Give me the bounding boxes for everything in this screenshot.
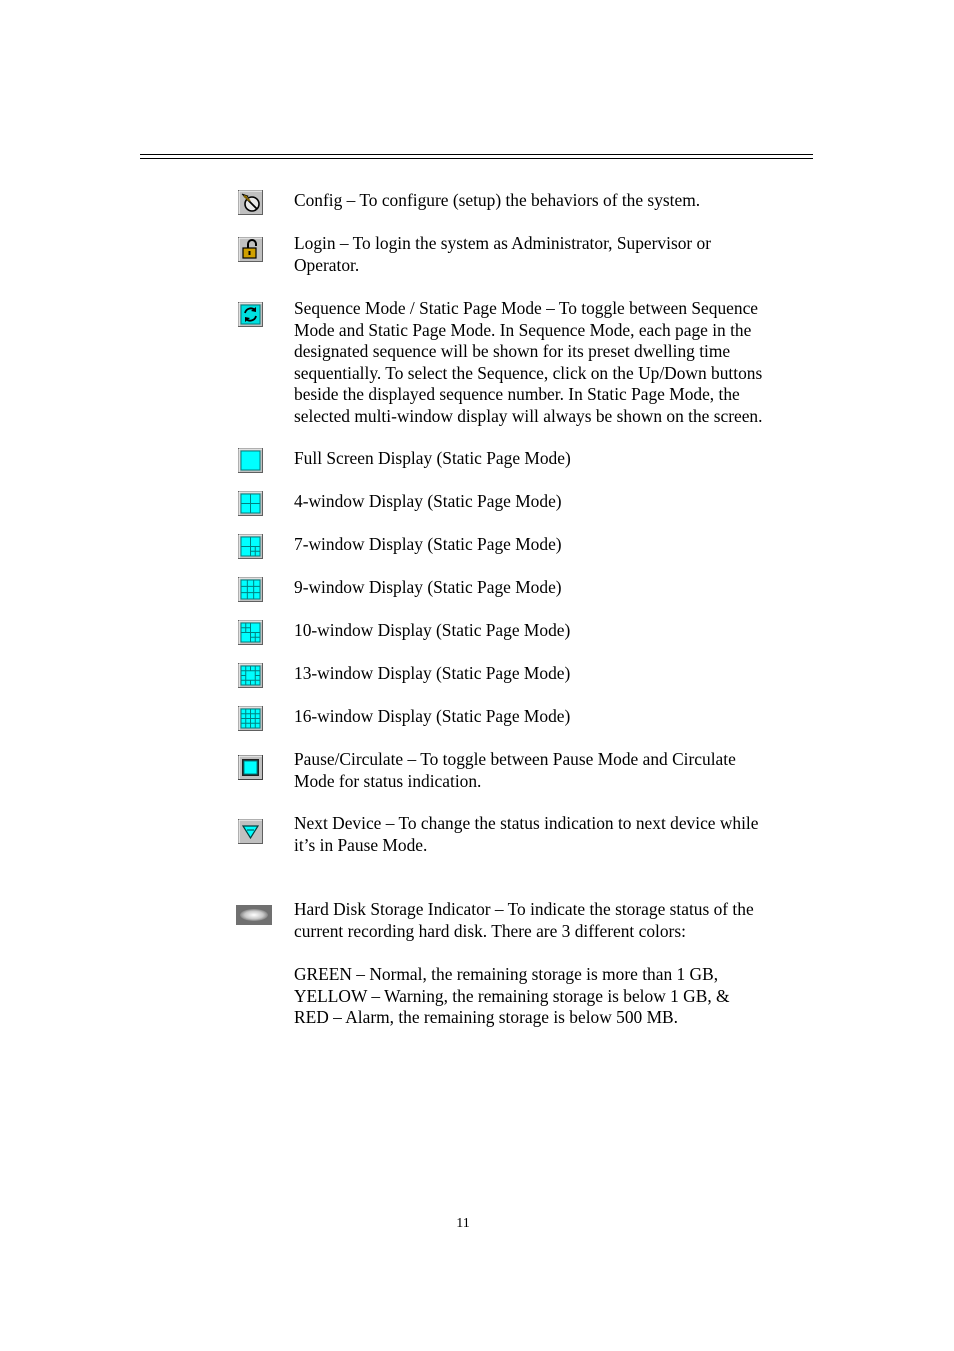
entry-pause-circulate-text: Pause/Circulate – To toggle between Pause Mode and Circulate Mode for status indication. xyxy=(294,749,736,791)
sequence-toggle-icon xyxy=(238,302,263,327)
entry-7-window-text: 7-window Display (Static Page Mode) xyxy=(294,534,562,554)
next-device-icon xyxy=(238,819,263,844)
lock-icon xyxy=(238,237,263,262)
entry-16-window-text: 16-window Display (Static Page Mode) xyxy=(294,706,571,726)
entry-hard-disk-text: Hard Disk Storage Indicator – To indicate the storage status of the current recording hard disk. There are 3 different colors: xyxy=(294,899,754,941)
header-rule-bottom xyxy=(140,158,813,159)
full-screen-icon xyxy=(238,448,263,473)
entry-full-screen-text: Full Screen Display (Static Page Mode) xyxy=(294,448,571,468)
header-rule-top xyxy=(140,154,813,155)
page-number: 11 xyxy=(456,1216,470,1231)
9-window-icon xyxy=(238,577,263,602)
entry-10-window-text: 10-window Display (Static Page Mode) xyxy=(294,620,571,640)
config-icon xyxy=(238,190,263,215)
10-window-icon xyxy=(238,620,263,645)
pause-circulate-icon xyxy=(238,755,263,780)
entry-next-device-text: Next Device – To change the status indication to next device while it’s in Pause Mode. xyxy=(294,813,759,855)
4-window-icon xyxy=(238,491,263,516)
entry-13-window-text: 13-window Display (Static Page Mode) xyxy=(294,663,571,683)
hard-disk-indicator-icon xyxy=(236,905,272,925)
entry-login-text: Login – To login the system as Administrator, Supervisor or Operator. xyxy=(294,233,712,275)
13-window-icon xyxy=(238,663,263,688)
entry-sequence-text: Sequence Mode / Static Page Mode – To toggle between Sequence Mode and Static Page Mode. In Sequence Mode, each page in the designated sequence will be shown for its preset dwelling time sequentially. To select the Sequence, click on the Up/Down buttons beside the displayed sequence number. In Static Page Mode, the selected multi-window display will always be shown on the screen. xyxy=(294,298,763,426)
7-window-icon xyxy=(238,534,263,559)
entry-4-window-text: 4-window Display (Static Page Mode) xyxy=(294,491,562,511)
entry-config-text: Config – To configure (setup) the behaviors of the system. xyxy=(294,190,701,210)
storage-colors-text: GREEN – Normal, the remaining storage is more than 1 GB, YELLOW – Warning, the remaining storage is below 1 GB, & RED – Alarm, the remaining storage is below 500 MB. xyxy=(294,964,730,1027)
16-window-icon xyxy=(238,706,263,731)
entry-9-window-text: 9-window Display (Static Page Mode) xyxy=(294,577,562,597)
